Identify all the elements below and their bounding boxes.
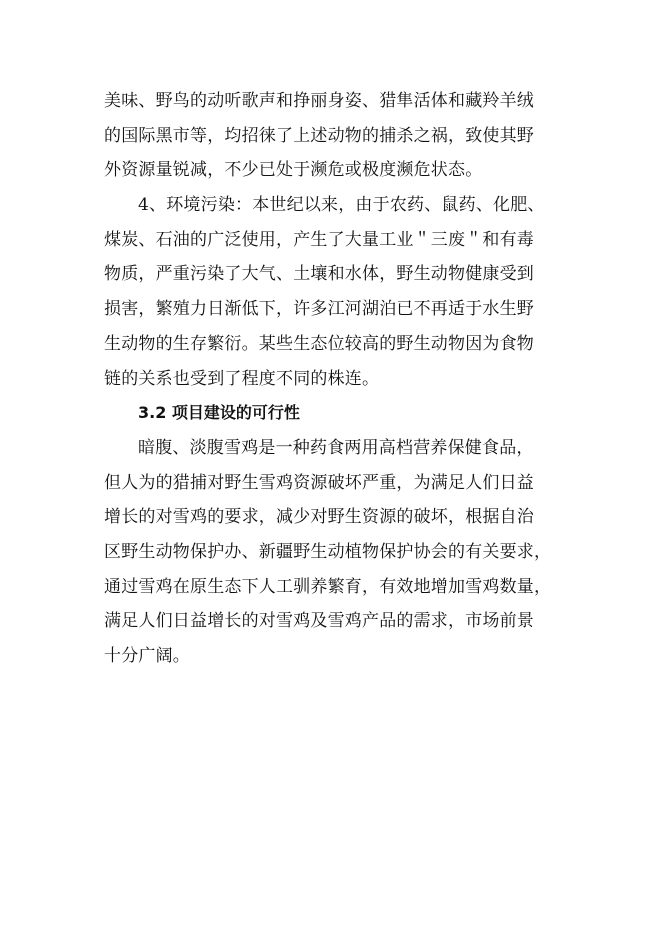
text-line: 十分广阔。 <box>104 646 190 666</box>
text-line: 链的关系也受到了程度不同的株连。 <box>104 368 380 389</box>
text-line: 增长的对雪鸡的要求，减少对野生资源的破坏，根据自治 <box>104 507 534 528</box>
text-line: 满足人们日益增长的对雪鸡及雪鸡产品的需求，市场前景 <box>104 611 534 632</box>
text-line: 暗腹、淡腹雪鸡是一种药食两用高档营养保健食品， <box>138 437 534 458</box>
paragraph-wildlife-trade <box>104 84 554 188</box>
text-line: 区野生动物保护办、新疆野生动植物保护协会的有关要求， <box>104 541 552 562</box>
document-page <box>104 84 554 674</box>
text-line: 4、环境污染：本世纪以来，由于农药、鼠药、化肥、 <box>138 195 545 216</box>
text-line: 煤炭、石油的广泛使用，产生了大量工业＂三废＂和有毒 <box>104 229 534 250</box>
text-line: 损害，繁殖力日渐低下，许多江河湖泊已不再适于水生野 <box>104 299 534 320</box>
section-heading: 3.2 项目建设的可行性 <box>138 403 300 423</box>
text-line: 物质，严重污染了大气、土壤和水体，野生动物健康受到 <box>104 264 534 285</box>
text-line: 外资源量锐减，不少已处于濒危或极度濒危状态。 <box>104 160 483 181</box>
text-line: 生动物的生存繁衍。某些生态位较高的野生动物因为食物 <box>104 333 534 354</box>
text-line: 的国际黑市等，均招徕了上述动物的捕杀之祸，致使其野 <box>104 125 534 146</box>
paragraph-environmental-pollution <box>104 188 554 396</box>
text-line: 通过雪鸡在原生态下人工驯养繁育，有效地增加雪鸡数量， <box>104 576 552 597</box>
text-line: 美味、野鸟的动听歌声和挣丽身姿、猎隼活体和藏羚羊绒 <box>104 91 534 111</box>
paragraph-feasibility <box>104 431 554 674</box>
text-line: 但人为的猎捕对野生雪鸡资源破坏严重，为满足人们日益 <box>104 472 534 493</box>
